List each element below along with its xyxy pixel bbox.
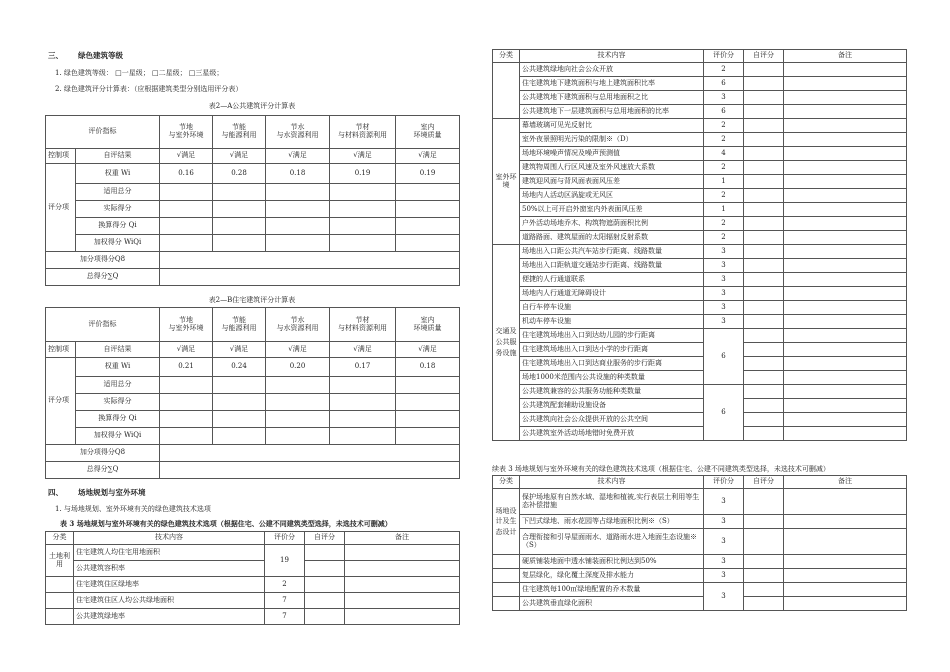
header-remark: 备注 — [784, 50, 907, 63]
tech-row: 场地环境噪声情况及噪声预测值 — [520, 147, 704, 161]
satisfied-cell: √满足 — [160, 342, 213, 358]
tableA-public-score — [45, 115, 460, 286]
eval-score: 6 — [704, 77, 744, 91]
table3-land-use — [45, 531, 460, 625]
weight-value: 0.19 — [396, 164, 460, 184]
tech-row: 建筑迎风面与背风面表面风压差 — [520, 175, 704, 189]
star-level-line: 1. 绿色建筑等级： □一星级； □二星级； □三星级； — [55, 69, 224, 77]
tech-row: 住宅建筑地下建筑面积与地上建筑面积比率 — [520, 77, 704, 91]
header-eval-score: 评价分 — [265, 532, 305, 545]
eval-score: 3 — [704, 515, 744, 529]
header-self-score: 自评分 — [744, 50, 784, 63]
satisfied-cell: √满足 — [330, 149, 396, 164]
tech-row: 便捷的人行通道联系 — [520, 273, 704, 287]
eval-score: 3 — [704, 273, 744, 287]
tableB-residential-score — [45, 307, 460, 479]
section4-heading: 四、 — [48, 488, 63, 497]
tech-row: 场地1000米范围内公共设施的种类数量 — [520, 371, 704, 385]
header-tech-content: 技术内容 — [520, 476, 704, 489]
header-category: 分类 — [46, 532, 74, 545]
satisfied-cell: √满足 — [213, 149, 266, 164]
weight-value: 0.24 — [213, 358, 266, 377]
col-header-material: 节材 与材料资源利用 — [330, 116, 396, 149]
bonus-score-label: 加分项得分Q8 — [46, 445, 160, 462]
header-category: 分类 — [493, 476, 520, 489]
tech-row: 场地内人活动区涡旋或无风区 — [520, 189, 704, 203]
eval-score: 3 — [704, 555, 744, 569]
satisfied-cell: √满足 — [266, 149, 330, 164]
weight-value: 0.16 — [160, 164, 213, 184]
weight-label: 权重 Wi — [76, 358, 160, 377]
eval-score: 2 — [704, 133, 744, 147]
tech-row: 保护场地原有自然水域、湿地和植被,实行表层土利用等生态补偿措施 — [520, 489, 704, 515]
header-self-score: 自评分 — [744, 476, 784, 489]
header-remark: 备注 — [345, 532, 460, 545]
weighted-score-label: 加权得分 WiQi — [76, 235, 160, 252]
tech-row: 公共建筑室外活动场地错时免费开放 — [520, 427, 704, 441]
header-category: 分类 — [493, 50, 520, 63]
eval-score: 6 — [704, 329, 744, 385]
eval-score: 6 — [704, 105, 744, 119]
tech-row: 住宅建筑场地出入口到达商业服务的步行距离 — [520, 357, 704, 371]
site-tech-line: 1. 与场地规划、室外环境有关的绿色建筑技术选项 — [55, 505, 211, 513]
weight-value: 0.19 — [330, 164, 396, 184]
weight-value: 0.18 — [396, 358, 460, 377]
satisfied-cell: √满足 — [396, 342, 460, 358]
tech-row: 场地出入口距轨道交通站步行距离、线路数量 — [520, 259, 704, 273]
tech-row: 公共建筑绿地向社会公众开放 — [520, 63, 704, 77]
tech-row: 住宅建筑人均住宅用地面积 — [74, 545, 265, 561]
eval-score: 2 — [704, 189, 744, 203]
tech-row: 下凹式绿地、雨水花园等占绿地面积比例※（S） — [520, 515, 704, 529]
section3-title: 绿色建筑等级 — [78, 51, 123, 60]
eval-result-label: 自评结果 — [76, 149, 160, 164]
col-header-land: 节地 与室外环境 — [160, 116, 213, 149]
header-eval-score: 评价分 — [704, 476, 744, 489]
tech-row: 公共建筑配套辅助设施设备 — [520, 399, 704, 413]
weight-value: 0.21 — [160, 358, 213, 377]
satisfied-cell: √满足 — [330, 342, 396, 358]
category-land-use: 土地利用 — [46, 545, 74, 577]
eval-score: 3 — [704, 315, 744, 329]
eval-score: 3 — [704, 489, 744, 515]
bonus-score-label: 加分项得分Q8 — [46, 252, 160, 269]
eval-score: 2 — [704, 161, 744, 175]
tableB-caption: 表2—B住宅建筑评分计算表 — [208, 296, 296, 304]
table3-continued — [492, 49, 907, 441]
tech-row: 公共建筑地下建筑面积与总用地面积之比 — [520, 91, 704, 105]
col-header-water: 节水 与水资源利用 — [266, 116, 330, 149]
tech-row: 户外活动场地乔木、构筑物遮荫面积比例 — [520, 217, 704, 231]
tech-row: 建筑物周围人行区风速及室外风速放大系数 — [520, 161, 704, 175]
eval-score: 2 — [265, 577, 305, 593]
tableA-caption: 表2—A公共建筑评分计算表 — [208, 102, 296, 110]
satisfied-cell: √满足 — [266, 342, 330, 358]
tech-row: 公共建筑绿地率 — [74, 609, 265, 625]
tech-row: 场地出入口距公共汽车站步行距离、线路数量 — [520, 245, 704, 259]
eval-score: 2 — [704, 119, 744, 133]
table3-eco-design — [492, 475, 907, 611]
satisfied-cell: √满足 — [396, 149, 460, 164]
tech-row: 公共建筑兼容的公共服务功能种类数量 — [520, 385, 704, 399]
tech-row: 自行车停车设施 — [520, 301, 704, 315]
table3-caption: 表 3 场地规划与室外环境有关的绿色建筑技术选项（根据住宅、公建不同建筑类型选择，未选技术可删减） — [60, 519, 392, 528]
eval-score: 3 — [704, 259, 744, 273]
tech-row: 50%以上可开启外窗室内外表面风压差 — [520, 203, 704, 217]
control-label: 控制项 — [46, 149, 76, 164]
header-tech-content: 技术内容 — [74, 532, 265, 545]
section3-heading: 三、 — [48, 51, 63, 60]
applicable-total-label: 适用总分 — [76, 377, 160, 394]
satisfied-cell: √满足 — [213, 342, 266, 358]
col-header-energy: 节能 与能源利用 — [213, 308, 266, 342]
converted-score-label: 换算得分 Qi — [76, 411, 160, 428]
eval-score: 3 — [704, 245, 744, 259]
tech-row: 住宅建筑每100㎡绿地配置的乔木数量 — [520, 583, 704, 597]
eval-result-label: 自评结果 — [76, 342, 160, 358]
tech-row: 室外夜景照明光污染的限制※（D） — [520, 133, 704, 147]
tech-row: 住宅建筑场地出入口到达小学的步行距离 — [520, 343, 704, 357]
weight-value: 0.20 — [266, 358, 330, 377]
eval-score: 3 — [704, 569, 744, 583]
tech-row: 住宅建筑住区人均公共绿地面积 — [74, 593, 265, 609]
tech-row: 公共建筑垂直绿化面积 — [520, 597, 704, 611]
score-item-label: 评分项 — [46, 358, 76, 445]
total-score-label: 总得分∑Q — [46, 462, 160, 479]
converted-score-label: 换算得分 Qi — [76, 218, 160, 235]
eval-score: 3 — [704, 583, 744, 611]
eval-score: 2 — [704, 217, 744, 231]
applicable-total-label: 适用总分 — [76, 184, 160, 201]
score-item-label: 评分项 — [46, 164, 76, 252]
col-header-indoor: 室内 环境质量 — [396, 308, 460, 342]
col-header-indoor: 室内 环境质量 — [396, 116, 460, 149]
col-header-land: 节地 与室外环境 — [160, 308, 213, 342]
tech-row: 合理衔接和引导屋面雨水、道路雨水进入地面生态设施※（S） — [520, 529, 704, 555]
tech-row: 场地内人行通道无障碍设计 — [520, 287, 704, 301]
header-remark: 备注 — [784, 476, 907, 489]
eval-score: 3 — [704, 301, 744, 315]
col-header-material: 节材 与材料资源利用 — [330, 308, 396, 342]
weight-value: 0.18 — [266, 164, 330, 184]
weight-value: 0.17 — [330, 358, 396, 377]
actual-score-label: 实际得分 — [76, 394, 160, 411]
header-self-score: 自评分 — [305, 532, 345, 545]
category-outdoor-env: 室外环境 — [493, 119, 520, 245]
eval-score: 4 — [704, 147, 744, 161]
weighted-score-label: 加权得分 WiQi — [76, 428, 160, 445]
eval-score: 2 — [704, 63, 744, 77]
eval-score: 3 — [704, 91, 744, 105]
satisfied-cell: √满足 — [160, 149, 213, 164]
eval-score: 1 — [704, 175, 744, 189]
tech-row: 复层绿化，绿化覆土深度及排水能力 — [520, 569, 704, 583]
total-score-label: 总得分∑Q — [46, 269, 160, 286]
category-eco-design: 场地设计及生态设计 — [493, 489, 520, 555]
eval-score: 1 — [704, 203, 744, 217]
tech-row: 道路路面、建筑屋面的太阳辐射反射系数 — [520, 231, 704, 245]
eval-index-header: 评价指标 — [46, 308, 160, 342]
tech-row: 硬质铺装地面中透水铺装面积比例达到50% — [520, 555, 704, 569]
weight-value: 0.28 — [213, 164, 266, 184]
tech-row: 公共建筑地下一层建筑面积与总用地面积的比率 — [520, 105, 704, 119]
tech-row: 住宅建筑住区绿地率 — [74, 577, 265, 593]
col-header-energy: 节能 与能源利用 — [213, 116, 266, 149]
eval-score: 7 — [265, 609, 305, 625]
tech-row: 公共建筑容积率 — [74, 561, 265, 577]
col-header-water: 节水 与水资源利用 — [266, 308, 330, 342]
header-tech-content: 技术内容 — [520, 50, 704, 63]
eval-score: 6 — [704, 385, 744, 441]
category-traffic: 交通及公共服务设施 — [493, 245, 520, 441]
header-eval-score: 评价分 — [704, 50, 744, 63]
eval-score: 19 — [265, 545, 305, 577]
tech-row: 机动车停车设施 — [520, 315, 704, 329]
score-calc-line: 2. 绿色建筑评分计算表：（应根据建筑类型分别选用评分表） — [55, 85, 243, 93]
actual-score-label: 实际得分 — [76, 201, 160, 218]
control-label: 控制项 — [46, 342, 76, 358]
weight-label: 权重 Wi — [76, 164, 160, 184]
eval-score: 7 — [265, 593, 305, 609]
tech-row: 幕墙玻璃可见光反射比 — [520, 119, 704, 133]
eval-score: 3 — [704, 287, 744, 301]
tech-row: 公共建筑向社会公众提供开放的公共空间 — [520, 413, 704, 427]
continued-caption: 续表 3 场地规划与室外环境有关的绿色建筑技术选项（根据住宅、公建不同建筑类型选择，未选技术可删减） — [492, 465, 830, 473]
eval-score: 3 — [704, 529, 744, 555]
tech-row: 住宅建筑场地出入口到达幼儿园的步行距离 — [520, 329, 704, 343]
eval-score: 2 — [704, 231, 744, 245]
eval-index-header: 评价指标 — [46, 116, 160, 149]
section4-title: 场地规划与室外环境 — [78, 488, 146, 497]
